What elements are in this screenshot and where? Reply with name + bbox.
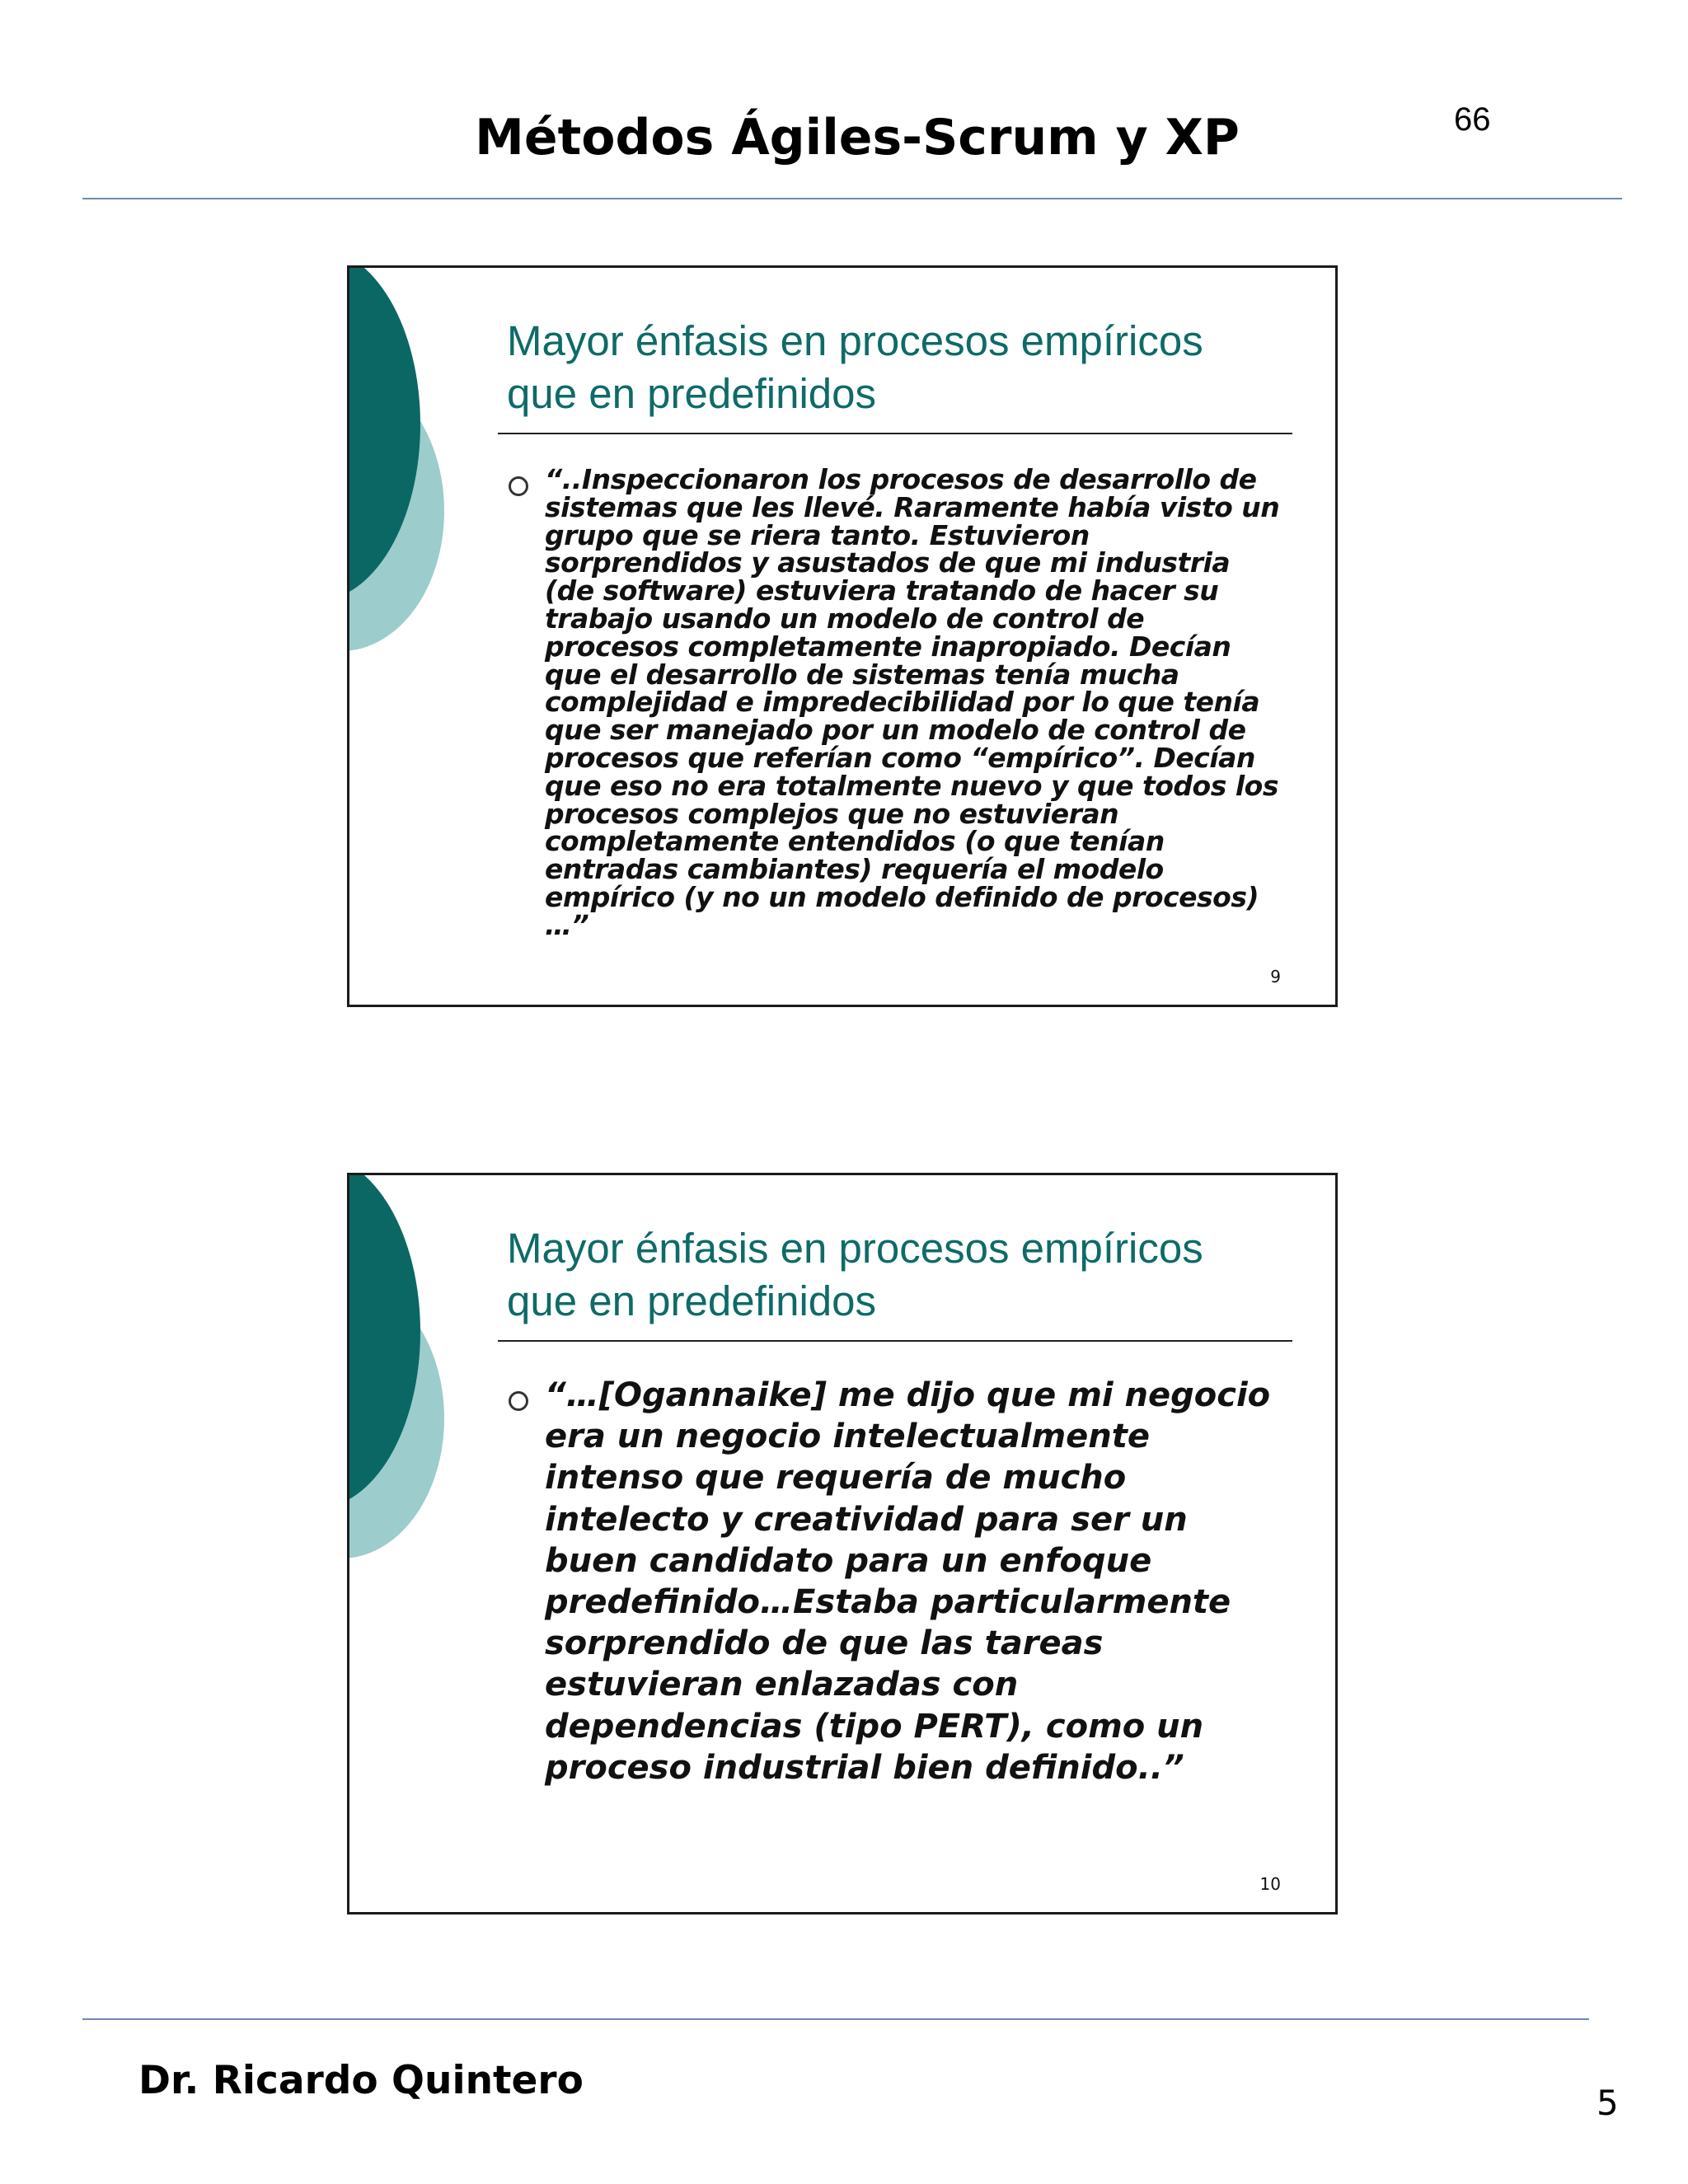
slide-number: 10 (1259, 1874, 1281, 1894)
slide-thumbnail-10 (347, 1173, 1338, 1915)
footer-divider (82, 2018, 1589, 2020)
slide-quote: “…[Ogannaike] me dijo que mi negocio era un negocio intelectualmente intenso que requería de mucho intelecto y creatividad para ser un buen candidato para un enfoque predefinido…Estaba particularmente sorprendido de que las tareas estuvieran enlazadas con dependencias (tipo PERT), como un proceso industrial bien definido..” (545, 1376, 1271, 1787)
bullet-circle-icon (509, 476, 528, 496)
header-page-number: 66 (1454, 101, 1491, 138)
slide-number: 9 (1270, 967, 1281, 987)
footer-page-number: 5 (1597, 2083, 1619, 2123)
slide-title-divider (498, 1340, 1292, 1342)
header-divider (82, 198, 1622, 199)
slide-thumbnail-9 (347, 265, 1338, 1007)
slide-quote: “..Inspeccionaron los procesos de desarrollo de sistemas que les llevé. Raramente había visto un grupo que se riera tanto. Estuvieron sorprendidos y asustados de que mi industria (de software) estuviera tratando de hacer su trabajo usando un modelo de control de procesos completamente inapropiado. Decían que el desarrollo de sistemas tenía mucha complejidad e impredecibilidad por lo que tenía que ser manejado por un modelo de control de procesos que referían como “empírico”. Decían que eso no era totalmente nuevo y que todos los procesos complejos que no estuvieran completamente entendidos (o que tenían entradas cambiantes) requería el modelo empírico (y no un modelo definido de procesos) …” (545, 463, 1280, 941)
author-name: Dr. Ricardo Quintero (138, 2058, 584, 2103)
slide-title: Mayor énfasis en procesos empíricos que en predefinidos (507, 317, 1203, 417)
teal-circles-decoration (349, 1175, 473, 1587)
bullet-circle-icon (509, 1391, 528, 1411)
teal-circles-decoration (349, 268, 473, 680)
document-title: Métodos Ágiles-Scrum y XP (475, 109, 1240, 166)
slide-title: Mayor énfasis en procesos empíricos que en predefinidos (507, 1225, 1203, 1324)
slide-title-divider (498, 433, 1292, 434)
